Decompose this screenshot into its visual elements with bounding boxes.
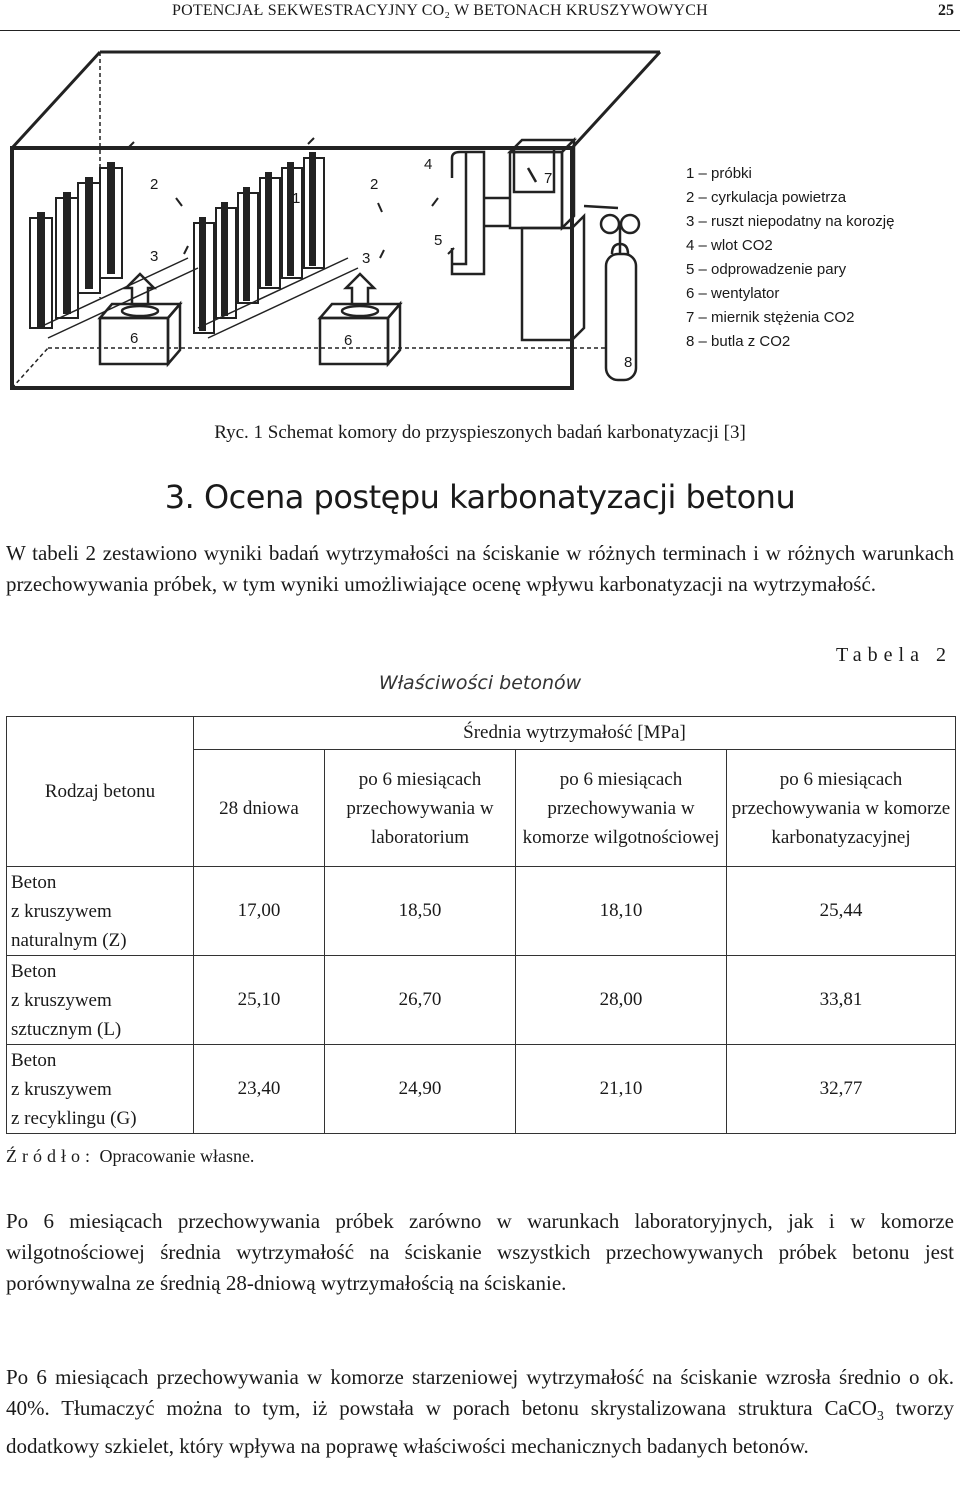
page-number: 25 bbox=[938, 2, 954, 19]
table-row bbox=[7, 956, 956, 1045]
fan-right bbox=[320, 274, 400, 364]
col-header-lab: po 6 miesiącach przechowywania w laboratorium bbox=[325, 750, 516, 867]
row-label: Beton z kruszywem sztucznym (L) bbox=[7, 956, 194, 1045]
legend-item: 4 – wlot CO2 bbox=[686, 237, 773, 254]
paragraph-1: Po 6 miesiącach przechowywania próbek zarówno w warunkach laboratoryjnych, jak i w komorze wilgotnościowej średnia wytrzymałość na ściskanie wszystkich przechowywanych próbek betonu jest porównywalna ze średnią 28-dniową wytrzymałością na ściskanie. bbox=[6, 1209, 954, 1295]
section-heading: 3. Ocena postępu karbonatyzacji betonu bbox=[164, 478, 796, 516]
callout-6-left: 6 bbox=[130, 330, 139, 347]
table-source bbox=[6, 1146, 254, 1167]
samples-left bbox=[30, 163, 122, 328]
source-label: Źródło: bbox=[6, 1146, 95, 1166]
running-title: POTENCJAŁ SEKWESTRACYJNY CO₂ W BETONACH KRUSZYWOWYCH bbox=[172, 2, 708, 19]
cell-value: 26,70 bbox=[325, 956, 516, 1045]
cell-value: 33,81 bbox=[727, 956, 956, 1045]
cell-value: 17,00 bbox=[194, 867, 325, 956]
cell-value: 24,90 bbox=[325, 1045, 516, 1134]
legend-item: 5 – odprowadzenie pary bbox=[686, 261, 847, 278]
figure-legend bbox=[686, 162, 894, 354]
legend-item: 8 – butla z CO2 bbox=[686, 333, 791, 350]
samples-middle bbox=[194, 153, 324, 333]
table-header-row bbox=[7, 717, 956, 750]
cell-value: 18,50 bbox=[325, 867, 516, 956]
cell-value: 28,00 bbox=[516, 956, 727, 1045]
legend-item: 2 – cyrkulacja powietrza bbox=[686, 189, 847, 206]
intro-paragraph: W tabeli 2 zestawiono wyniki badań wytrzymałości na ściskanie w różnych terminach i w różnych warunkach przechowywania próbek, w tym wyniki umożliwiające ocenę wpływu karbonatyzacji na wytrzymałość. bbox=[6, 541, 954, 596]
callout-5: 5 bbox=[434, 232, 443, 249]
co2-inlet-pipe bbox=[452, 152, 510, 274]
col-header-humidity: po 6 miesiącach przechowywania w komorze wilgotnościowej bbox=[516, 750, 727, 867]
cell-value: 23,40 bbox=[194, 1045, 325, 1134]
callout-3-left: 3 bbox=[150, 248, 159, 265]
callout-3-right: 3 bbox=[362, 250, 371, 267]
legend-item: 6 – wentylator bbox=[686, 285, 780, 302]
paragraph-2: Po 6 miesiącach przechowywania w komorze starzeniowej wytrzymałość na ściskanie wzrosła średnio o ok. 40%. Tłumaczyć można to tym, iż powstała w porach betonu skrystalizowana struktura CaCO$_3$ tworzy dodatkowy szkielet, który wpływa na poprawę właściwości mechanicznych badanych betonów. bbox=[6, 1365, 954, 1459]
row-label: Beton z kruszywem z recyklingu (G) bbox=[7, 1045, 194, 1134]
callout-1: 1 bbox=[292, 190, 301, 207]
fan-left bbox=[100, 274, 180, 364]
callout-7: 7 bbox=[544, 170, 553, 187]
cell-value: 25,44 bbox=[727, 867, 956, 956]
table-row bbox=[7, 867, 956, 956]
cell-value: 32,77 bbox=[727, 1045, 956, 1134]
col-header-28d: 28 dniowa bbox=[194, 750, 325, 867]
cell-value: 25,10 bbox=[194, 956, 325, 1045]
running-header bbox=[0, 0, 960, 31]
callout-2-left: 2 bbox=[150, 176, 159, 193]
figure-caption: Ryc. 1 Schemat komory do przyspieszonych badań karbonatyzacji [3] bbox=[214, 422, 746, 443]
col-group-header: Średnia wytrzymałość [MPa] bbox=[194, 717, 956, 750]
row-label: Beton z kruszywem naturalnym (Z) bbox=[7, 867, 194, 956]
callout-4: 4 bbox=[424, 156, 433, 173]
legend-item: 7 – miernik stężenia CO2 bbox=[686, 309, 855, 326]
callout-6-right: 6 bbox=[344, 332, 353, 349]
col-header-type: Rodzaj betonu bbox=[7, 717, 194, 867]
cell-value: 21,10 bbox=[516, 1045, 727, 1134]
table-label: Tabela 2 bbox=[835, 644, 952, 666]
table-row bbox=[7, 1045, 956, 1134]
table-title: Właściwości betonów bbox=[378, 672, 582, 694]
source-text: Opracowanie własne. bbox=[99, 1146, 255, 1166]
legend-item: 3 – ruszt niepodatny na korozję bbox=[686, 213, 895, 230]
cell-value: 18,10 bbox=[516, 867, 727, 956]
callout-2-right: 2 bbox=[370, 176, 379, 193]
col-header-carbonation: po 6 miesiącach przechowywania w komorze karbonatyzacyjnej bbox=[727, 750, 956, 867]
properties-table bbox=[6, 716, 956, 1134]
callout-8: 8 bbox=[624, 354, 633, 371]
legend-item: 1 – próbki bbox=[686, 165, 752, 182]
